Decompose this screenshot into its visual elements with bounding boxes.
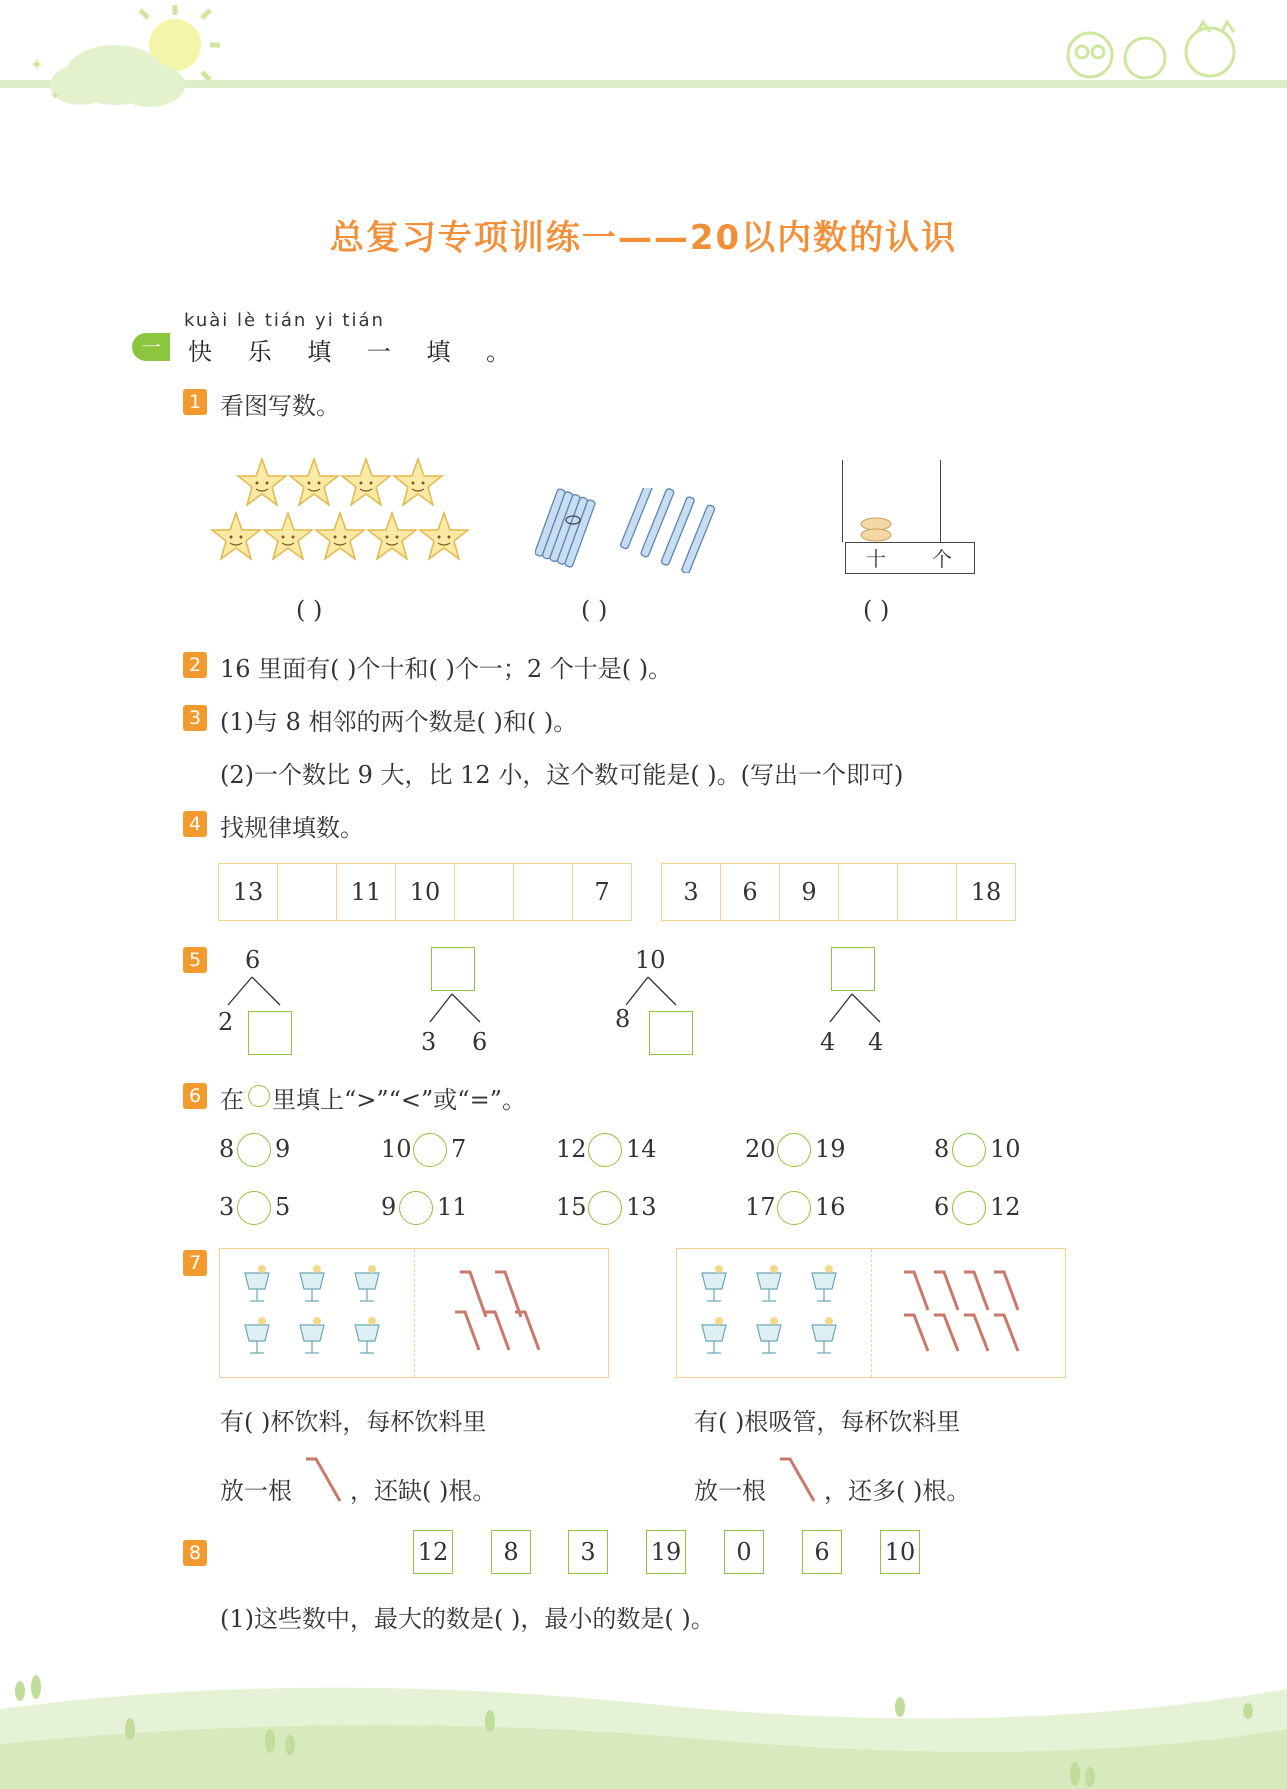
bond-left: 3 <box>421 1028 437 1056</box>
compare-circle[interactable] <box>777 1133 811 1167</box>
number-sequence <box>218 863 632 921</box>
question-text: 里填上“>”“<”或“=”。 <box>272 1086 526 1114</box>
question-number: 7 <box>183 1250 207 1276</box>
sequence-cell: 3 <box>662 864 721 920</box>
bond-left: 4 <box>820 1028 836 1056</box>
sequence-cell: 7 <box>594 878 610 906</box>
abacus-rod-ones <box>940 460 945 542</box>
abacus-rod-tens <box>842 460 847 542</box>
compare-right-number: 9 <box>275 1135 291 1163</box>
question-text: (1)这些数中，最大的数是( )，最小的数是( )。 <box>220 1605 715 1633</box>
straws-illustration <box>455 1267 575 1357</box>
question-text: 16 里面有( )个十和( )个一；2 个十是( )。 <box>220 655 673 683</box>
compare-circle[interactable] <box>777 1191 811 1225</box>
compare-left-number: 20 <box>745 1135 776 1163</box>
stars-illustration <box>210 455 475 565</box>
answer-blank[interactable]: ( ) <box>581 596 608 624</box>
compare-circle[interactable] <box>237 1133 271 1167</box>
answer-box[interactable] <box>248 1011 292 1055</box>
section-heading: 快 乐 填 一 填 。 <box>188 338 525 366</box>
number-card: 19 <box>646 1530 686 1574</box>
sun-cloud-icon <box>20 0 220 115</box>
abacus-label-tens: 十 <box>866 547 886 571</box>
abacus-beads <box>858 516 894 542</box>
number-card: 10 <box>880 1530 920 1574</box>
svg-text:✦: ✦ <box>30 55 44 74</box>
answer-box[interactable] <box>431 947 475 991</box>
compare-right-number: 5 <box>275 1193 291 1221</box>
abacus-base <box>845 542 975 574</box>
question-text: 放一根 <box>694 1477 766 1505</box>
bond-left: 8 <box>615 1005 631 1033</box>
number-card: 6 <box>802 1530 842 1574</box>
question-number: 5 <box>183 947 207 973</box>
sequence-cell: 6 <box>721 864 780 920</box>
compare-right-number: 14 <box>626 1135 657 1163</box>
compare-circle[interactable] <box>952 1191 986 1225</box>
bond-top: 10 <box>635 946 666 974</box>
compare-circle[interactable] <box>237 1191 271 1225</box>
box-divider <box>871 1249 872 1377</box>
question-text: 有( )杯饮料，每杯饮料里 <box>220 1408 487 1436</box>
answer-box[interactable] <box>831 947 875 991</box>
sequence-cell: 13 <box>219 864 278 920</box>
straw-icon <box>778 1455 822 1505</box>
bond-lines <box>425 992 495 1027</box>
compare-circle[interactable] <box>952 1133 986 1167</box>
bond-lines <box>620 975 700 1010</box>
compare-right-number: 13 <box>626 1193 657 1221</box>
picture-box <box>219 1248 609 1378</box>
compare-right-number: 19 <box>815 1135 846 1163</box>
straws-illustration <box>899 1267 1049 1357</box>
animal-faces-icon <box>1060 20 1250 85</box>
bond-top: 6 <box>245 946 261 974</box>
compare-left-number: 8 <box>934 1135 950 1163</box>
sequence-cell: 18 <box>970 878 1002 906</box>
question-number: 3 <box>183 705 207 731</box>
drink-cups-illustration <box>697 1263 847 1363</box>
question-number: 4 <box>183 811 207 837</box>
number-sequence <box>661 863 1016 921</box>
compare-circle[interactable] <box>399 1191 433 1225</box>
compare-left-number: 12 <box>556 1135 587 1163</box>
sequence-cell: 11 <box>337 864 396 920</box>
circle-icon <box>248 1085 270 1107</box>
abacus-label-ones: 个 <box>932 547 952 571</box>
section-pinyin: kuài lè tián yi tián <box>184 310 385 331</box>
bond-lines <box>825 992 895 1027</box>
question-text: 在 <box>220 1086 244 1114</box>
compare-left-number: 8 <box>219 1135 235 1163</box>
picture-box <box>676 1248 1066 1378</box>
straw-icon <box>304 1455 348 1505</box>
question-text: 放一根 <box>220 1477 292 1505</box>
question-number: 2 <box>183 652 207 678</box>
compare-right-number: 16 <box>815 1193 846 1221</box>
sequence-cell[interactable] <box>898 864 957 920</box>
svg-text:✦: ✦ <box>50 89 61 103</box>
compare-circle[interactable] <box>588 1133 622 1167</box>
question-text: (2)一个数比 9 大，比 12 小，这个数可能是( )。(写出一个即可) <box>220 761 904 789</box>
sequence-cell[interactable] <box>455 864 514 920</box>
sequence-cell: 9 <box>780 864 839 920</box>
bond-right: 4 <box>868 1028 884 1056</box>
compare-circle[interactable] <box>413 1133 447 1167</box>
sticks-bundle-illustration <box>535 488 715 573</box>
answer-blank[interactable]: ( ) <box>296 596 323 624</box>
number-card: 3 <box>568 1530 608 1574</box>
question-number: 6 <box>183 1083 207 1109</box>
bond-right: 6 <box>472 1028 488 1056</box>
compare-left-number: 9 <box>381 1193 397 1221</box>
bond-left: 2 <box>218 1008 234 1036</box>
compare-right-number: 12 <box>990 1193 1021 1221</box>
bond-lines <box>220 975 290 1010</box>
compare-circle[interactable] <box>588 1191 622 1225</box>
sequence-cell[interactable] <box>839 864 898 920</box>
sequence-cell[interactable] <box>514 864 573 920</box>
compare-left-number: 6 <box>934 1193 950 1221</box>
sequence-cell[interactable] <box>278 864 337 920</box>
question-text: 有( )根吸管，每杯饮料里 <box>694 1408 961 1436</box>
section-badge: 一 <box>132 333 170 361</box>
hills-decoration <box>0 1649 1287 1789</box>
compare-right-number: 10 <box>990 1135 1021 1163</box>
question-text: ，还缺( )根。 <box>350 1477 497 1505</box>
answer-blank[interactable]: ( ) <box>863 596 890 624</box>
sequence-cell: 10 <box>396 864 455 920</box>
question-text: 看图写数。 <box>220 392 340 420</box>
question-number: 1 <box>183 389 207 415</box>
number-card: 8 <box>491 1530 531 1574</box>
compare-right-number: 11 <box>437 1193 468 1221</box>
compare-right-number: 7 <box>451 1135 467 1163</box>
question-number: 8 <box>183 1540 207 1566</box>
question-text: ，还多( )根。 <box>824 1477 971 1505</box>
question-text: (1)与 8 相邻的两个数是( )和( )。 <box>220 708 578 736</box>
compare-left-number: 17 <box>745 1193 776 1221</box>
answer-box[interactable] <box>649 1011 693 1055</box>
box-divider <box>414 1249 415 1377</box>
compare-left-number: 15 <box>556 1193 587 1221</box>
question-text: 找规律填数。 <box>220 814 364 842</box>
number-card: 12 <box>413 1530 453 1574</box>
number-card: 0 <box>724 1530 764 1574</box>
page-title: 总复习专项训练一——20以内数的认识 <box>329 218 958 258</box>
compare-left-number: 3 <box>219 1193 235 1221</box>
drink-cups-illustration <box>240 1263 390 1363</box>
compare-left-number: 10 <box>381 1135 412 1163</box>
